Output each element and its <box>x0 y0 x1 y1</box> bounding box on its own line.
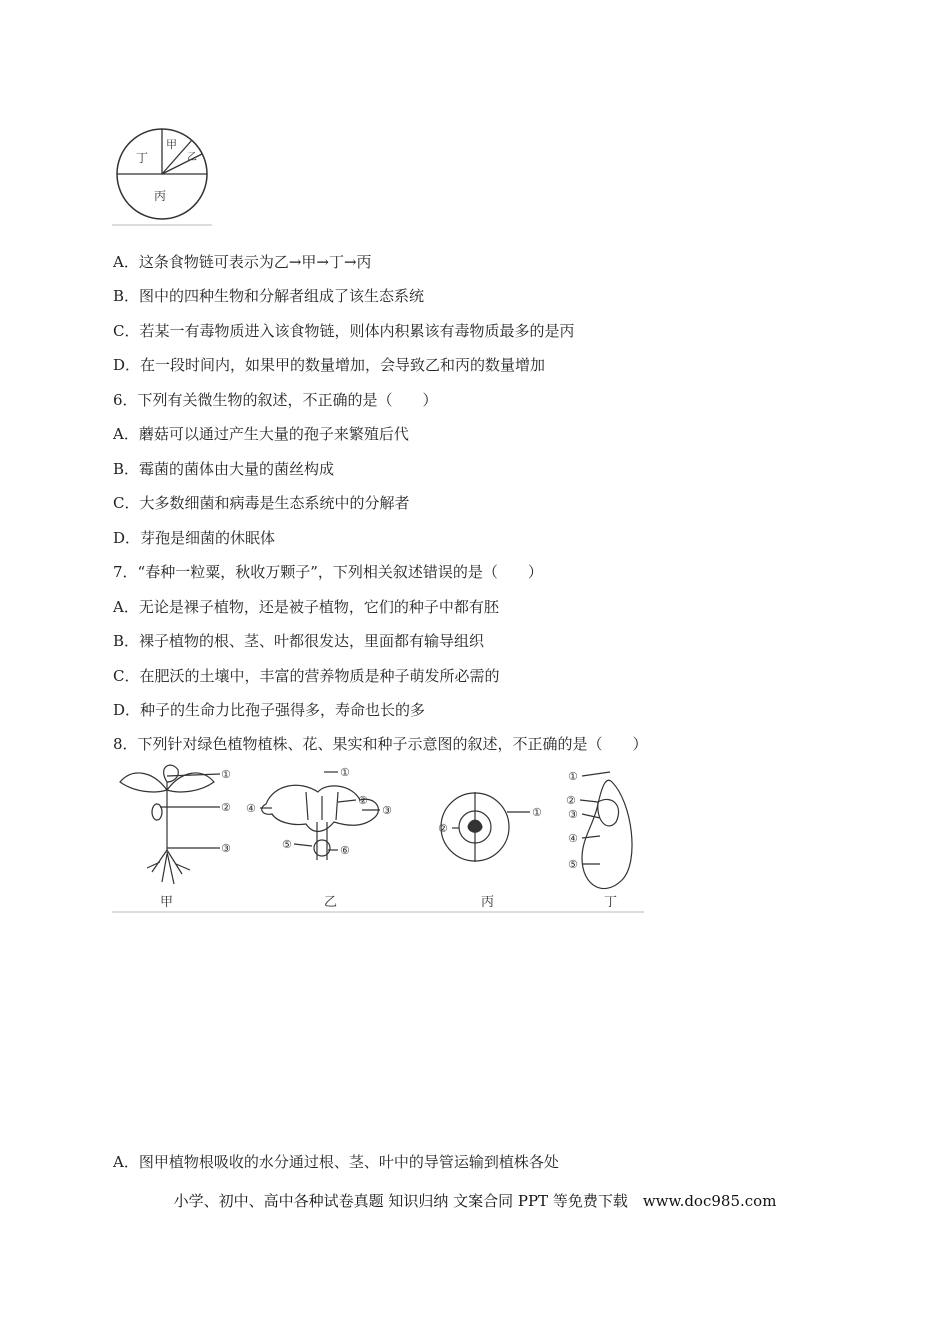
caption-bing: 丙 <box>481 895 495 910</box>
q5-option-a: A．这条食物链可表示为乙→甲→丁→丙 <box>113 253 372 271</box>
flower-marker-2: ② <box>358 794 368 807</box>
seed-marker-1: ① <box>568 770 578 783</box>
flower-marker-1: ① <box>340 766 350 779</box>
plant-structure-figure <box>112 762 648 914</box>
q6-option-d: D．芽孢是细菌的休眠体 <box>113 529 276 547</box>
q5-option-b: B．图中的四种生物和分解者组成了该生态系统 <box>113 287 425 305</box>
q7-option-c: C．在肥沃的土壤中，丰富的营养物质是种子萌发所必需的 <box>113 667 500 685</box>
caption-ding: 丁 <box>604 895 618 910</box>
caption-jia: 甲 <box>160 895 174 910</box>
pie-label-yi: 乙 <box>187 152 197 163</box>
q7-option-a: A．无论是裸子植物，还是被子植物，它们的种子中都有胚 <box>113 598 499 616</box>
page-footer: 小学、初中、高中各种试卷真题 知识归纳 文案合同 PPT 等免费下载 www.doc985.com <box>173 1192 777 1210</box>
q5-option-c: C．若某一有毒物质进入该食物链，则体内积累该有毒物质最多的是丙 <box>113 322 575 340</box>
q6-option-b: B．霉菌的菌体由大量的菌丝构成 <box>113 460 335 478</box>
q6-stem: 6．下列有关微生物的叙述，不正确的是（ ） <box>113 391 438 409</box>
pie-figure <box>110 128 214 228</box>
flower-marker-5: ⑤ <box>282 838 292 851</box>
seed-marker-2: ② <box>566 794 576 807</box>
seed-marker-3: ③ <box>568 808 578 821</box>
fruit-marker-2: ② <box>438 822 448 835</box>
pie-label-ding: 丁 <box>136 151 149 165</box>
q5-option-d: D．在一段时间内，如果甲的数量增加，会导致乙和丙的数量增加 <box>113 356 546 374</box>
q6-option-c: C．大多数细菌和病毒是生态系统中的分解者 <box>113 494 410 512</box>
fruit-marker-1: ① <box>532 806 542 819</box>
seed-marker-4: ④ <box>568 832 578 845</box>
q7-stem: 7．“春种一粒粟，秋收万颗子”，下列相关叙述错误的是（ ） <box>113 563 543 581</box>
pie-label-jia: 甲 <box>166 138 177 151</box>
flower-marker-4: ④ <box>246 802 256 815</box>
q8-option-a: A．图甲植物根吸收的水分通过根、茎、叶中的导管运输到植株各处 <box>113 1153 559 1171</box>
plant-marker-3: ③ <box>221 842 231 855</box>
pie-label-bing: 丙 <box>154 189 167 203</box>
q7-option-b: B．裸子植物的根、茎、叶都很发达，里面都有输导组织 <box>113 632 485 650</box>
plant-marker-2: ② <box>221 801 231 814</box>
q8-stem: 8．下列针对绿色植物植株、花、果实和种子示意图的叙述，不正确的是（ ） <box>113 735 648 753</box>
plant-marker-1: ① <box>221 768 231 781</box>
caption-yi: 乙 <box>324 895 338 910</box>
seed-marker-5: ⑤ <box>568 858 578 871</box>
q7-option-d: D．种子的生命力比孢子强得多，寿命也长的多 <box>113 701 426 719</box>
flower-marker-6: ⑥ <box>340 844 350 857</box>
flower-marker-3: ③ <box>382 804 392 817</box>
q6-option-a: A．蘑菇可以通过产生大量的孢子来繁殖后代 <box>113 425 409 443</box>
